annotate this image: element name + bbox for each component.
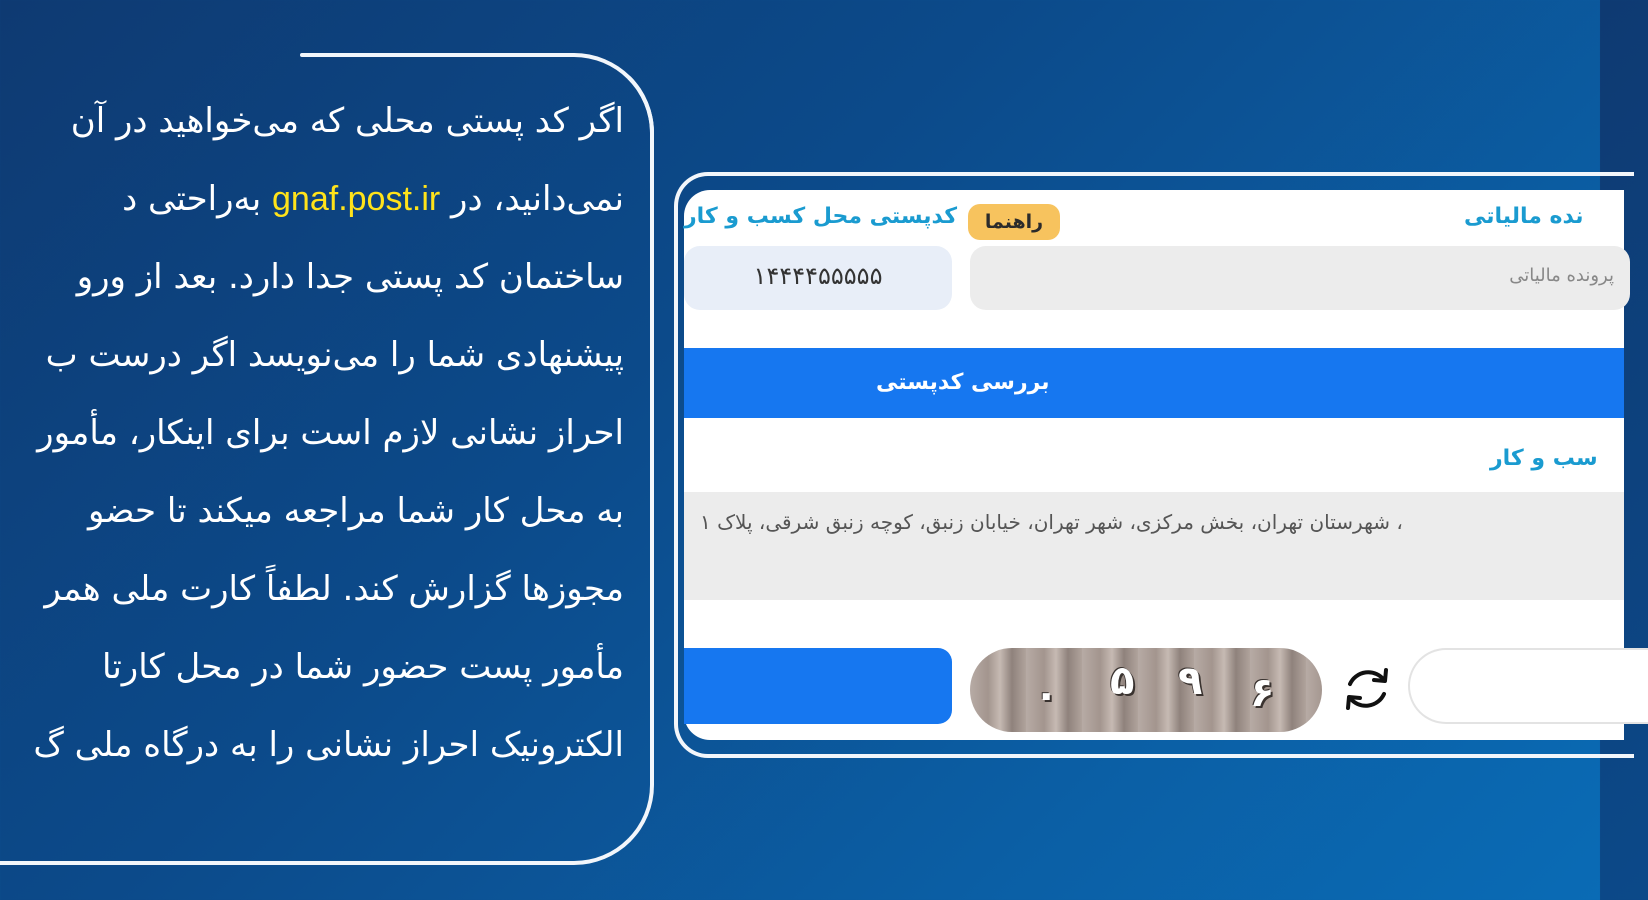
check-postal-code-button[interactable] [684,348,1624,418]
refresh-icon[interactable] [1338,660,1396,718]
article-line-part: نمی‌دانید، در [440,179,624,219]
gnaf-link[interactable]: gnaf.post.ir [272,180,441,218]
check-postal-code-label: بررسی کدپستی [876,370,1050,395]
article-line: پیشنهادی شما را می‌نویسد اگر درست ب [45,335,624,375]
article-line: به محل کار شما مراجعه میکند تا حضو [87,491,624,531]
captcha-digit: ۵ [1110,658,1135,704]
captcha-digit: ۹ [1178,658,1203,704]
article-line-with-link [0,160,624,238]
article-line: مأمور پست حضور شما در محل کارتا [101,647,624,687]
article-line: اگر کد پستی محلی که می‌خواهید در آن [70,101,624,141]
form-panel-top-line [860,172,1240,176]
captcha-input[interactable] [1408,648,1648,724]
article-line: الکترونیک احراز نشانی را به درگاه ملی گ [33,725,624,765]
article-line-part: به‌راحتی د [122,179,273,219]
guide-button[interactable]: راهنما [968,204,1060,240]
captcha-digit: ۶ [1250,670,1275,716]
article-frame-top-line [300,53,570,57]
article-line: مجوزها گزارش کند. لطفاً کارت ملی همر [44,569,624,609]
business-address-label: سب و کار [1490,446,1598,471]
postal-code-input[interactable]: ۱۴۴۴۴۵۵۵۵۵ [684,246,952,310]
captcha-image [970,648,1322,732]
business-address-field[interactable]: ، شهرستان تهران، بخش مرکزی، شهر تهران، خیابان زنبق، کوچه زنبق شرقی، پلاک ۱ [684,492,1624,600]
tax-file-input[interactable]: پرونده مالیاتی [970,246,1630,310]
article-line: ساختمان کد پستی جدا دارد. بعد از ورو [76,257,624,297]
postal-code-label: کدپستی محل کسب و کار [684,204,958,229]
submit-button[interactable] [684,648,952,724]
article-line: احراز نشانی لازم است برای اینکار، مأمور [37,413,624,453]
tax-file-label: نده مالیاتی [1464,204,1584,229]
article-paragraph [0,82,624,784]
form-panel [684,190,1624,740]
captcha-digit: ۰ [1034,672,1059,718]
